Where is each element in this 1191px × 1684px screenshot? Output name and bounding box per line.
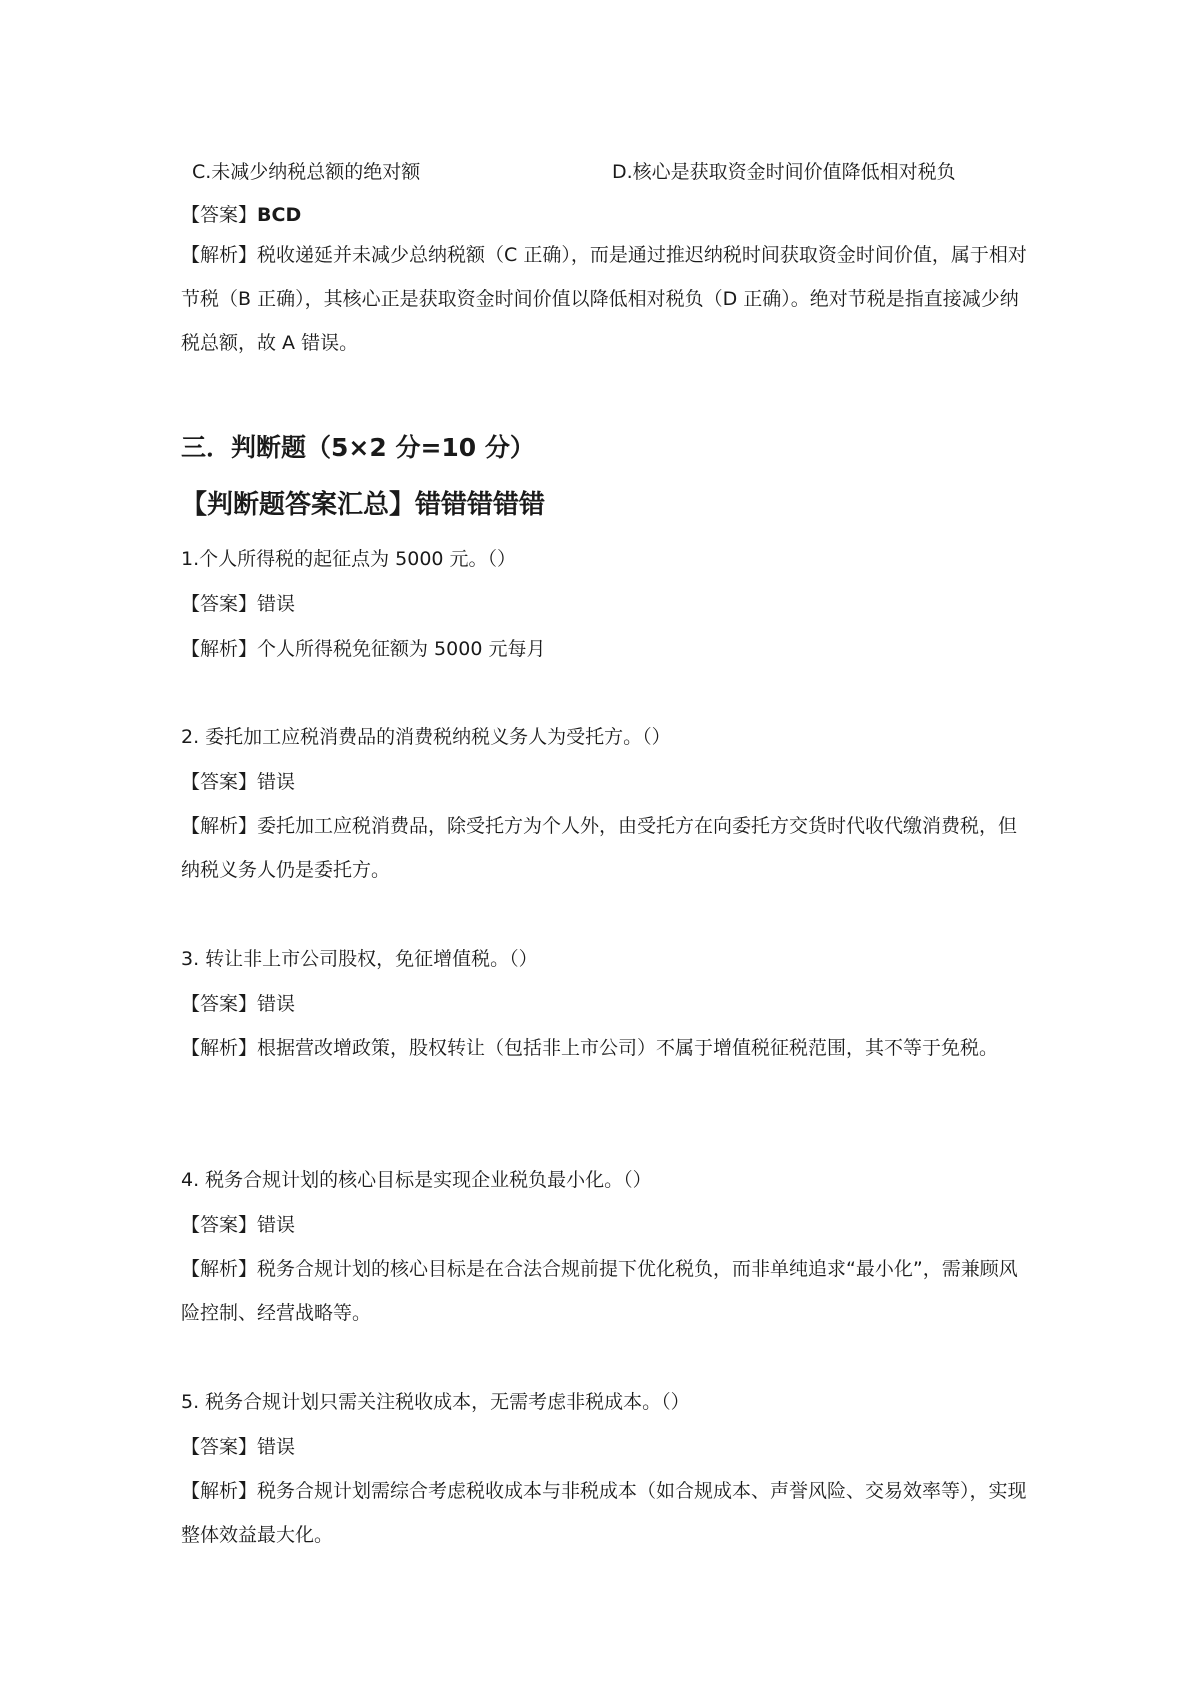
question-1-stem: 1.个人所得税的起征点为 5000 元。（） xyxy=(181,548,517,570)
mc-answer-line xyxy=(181,203,1031,227)
question-3-answer xyxy=(181,992,1031,1016)
question-3-stem: 3. 转让非上市公司股权，免征增值税。（） xyxy=(181,948,538,970)
answer-label: 【答案】 xyxy=(181,771,258,793)
question-3-analysis xyxy=(181,1026,1031,1070)
question-4-stem: 4. 税务合规计划的核心目标是实现企业税负最小化。（） xyxy=(181,1169,652,1191)
question-5-answer xyxy=(181,1435,1031,1459)
analysis-label: 【解析】 xyxy=(181,815,258,837)
answer-value: BCD xyxy=(257,204,302,226)
analysis-text: 税务合规计划需综合考虑税收成本与非税成本（如合规成本、声誉风险、交易效率等），实现整体效益最大化。 xyxy=(181,1480,1027,1546)
mc-analysis xyxy=(181,233,1033,365)
answer-label: 【答案】 xyxy=(181,1436,258,1458)
question-2-analysis xyxy=(181,804,1031,892)
answer-label: 【答案】 xyxy=(181,1214,258,1236)
question-1-analysis xyxy=(181,637,1031,661)
question-2-stem: 2. 委托加工应税消费品的消费税纳税义务人为受托方。（） xyxy=(181,726,671,748)
analysis-label: 【解析】 xyxy=(181,1037,258,1059)
analysis-text: 税务合规计划的核心目标是在合法合规前提下优化税负，而非单纯追求“最小化”，需兼顾风险控制、经营战略等。 xyxy=(181,1258,1018,1324)
option-d: D.核心是获取资金时间价值降低相对税负 xyxy=(612,161,956,183)
question-5-stem: 5. 税务合规计划只需关注税收成本，无需考虑非税成本。（） xyxy=(181,1391,690,1413)
question-2-answer xyxy=(181,770,1031,794)
analysis-label: 【解析】 xyxy=(181,1480,258,1502)
question-5-analysis xyxy=(181,1469,1031,1557)
analysis-label: 【解析】 xyxy=(181,244,258,266)
answer-value: 错误 xyxy=(257,771,296,793)
section-summary: 【判断题答案汇总】错错错错错 xyxy=(181,490,546,520)
answer-label: 【答案】 xyxy=(181,593,258,615)
analysis-text: 根据营改增政策，股权转让（包括非上市公司）不属于增值税征税范围，其不等于免税。 xyxy=(257,1037,999,1059)
answer-value: 错误 xyxy=(257,1214,296,1236)
answer-value: 错误 xyxy=(257,1436,296,1458)
analysis-text: 税收递延并未减少总纳税额（C 正确），而是通过推迟纳税时间获取资金时间价值，属于相对节税（B 正确），其核心正是获取资金时间价值以降低相对税负（D 正确）。绝对节税是指直接减少纳税总额，故 A 错误。 xyxy=(181,244,1027,354)
option-c: C.未减少纳税总额的绝对额 xyxy=(192,161,421,183)
question-1-answer xyxy=(181,592,1031,616)
section-title: 三．判断题（5×2 分=10 分） xyxy=(181,433,535,462)
question-4-analysis xyxy=(181,1247,1031,1335)
analysis-text: 委托加工应税消费品，除受托方为个人外，由受托方在向委托方交货时代收代缴消费税，但纳税义务人仍是委托方。 xyxy=(181,815,1018,881)
analysis-label: 【解析】 xyxy=(181,1258,258,1280)
question-4-answer xyxy=(181,1213,1031,1237)
analysis-label: 【解析】 xyxy=(181,638,258,660)
answer-value: 错误 xyxy=(257,593,296,615)
analysis-text: 个人所得税免征额为 5000 元每月 xyxy=(257,638,546,660)
answer-label: 【答案】 xyxy=(181,204,258,226)
answer-value: 错误 xyxy=(257,993,296,1015)
answer-label: 【答案】 xyxy=(181,993,258,1015)
